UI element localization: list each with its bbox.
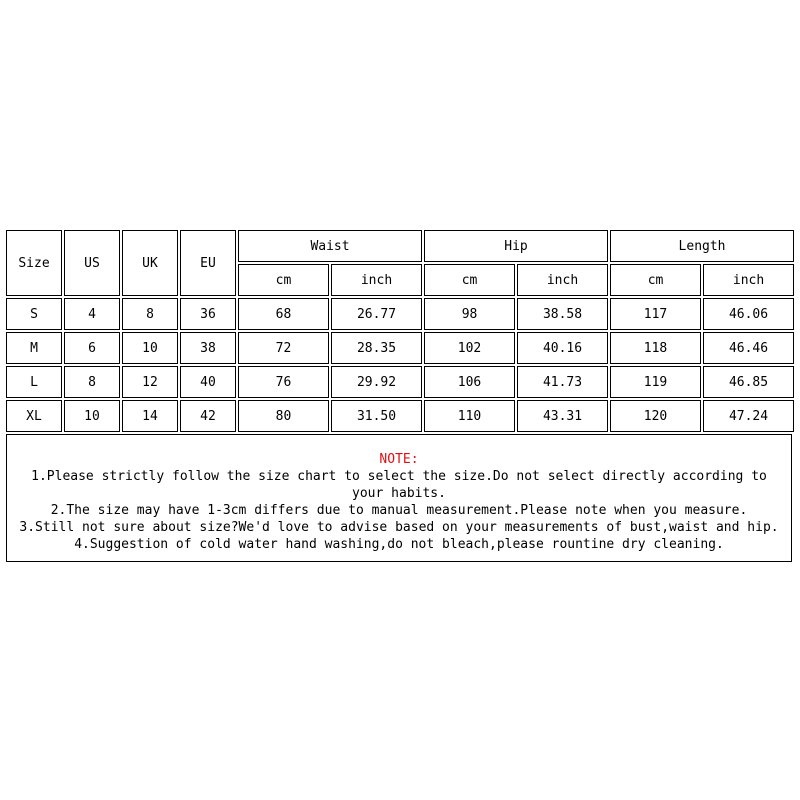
table-row [6,332,794,364]
table-row [6,366,794,398]
table-cell: 40 [180,366,236,398]
header-eu: EU [180,230,236,296]
table-cell: 68 [238,298,329,330]
header-size: Size [6,230,62,296]
size-table [4,228,796,434]
header-hip: Hip [424,230,608,262]
note-title: NOTE: [379,452,419,467]
size-chart [4,228,794,562]
table-cell: 40.16 [517,332,608,364]
header-unit: cm [424,264,515,296]
note-line: 1.Please strictly follow the size chart to select the size.Do not select directly according to your habits. [31,469,767,501]
table-cell: 117 [610,298,701,330]
table-cell: 31.50 [331,400,422,432]
table-cell: 8 [122,298,178,330]
table-cell: 36 [180,298,236,330]
table-cell: 12 [122,366,178,398]
header-us: US [64,230,120,296]
table-cell: 26.77 [331,298,422,330]
table-cell: 38 [180,332,236,364]
table-cell: 80 [238,400,329,432]
table-cell: 46.06 [703,298,794,330]
header-unit: inch [703,264,794,296]
header-unit: cm [610,264,701,296]
table-cell: 29.92 [331,366,422,398]
header-unit: inch [331,264,422,296]
table-cell: 110 [424,400,515,432]
table-cell: 46.46 [703,332,794,364]
table-cell: 120 [610,400,701,432]
header-row-groups [6,230,794,262]
table-cell: 10 [64,400,120,432]
table-cell: 72 [238,332,329,364]
table-cell: 98 [424,298,515,330]
table-cell: 28.35 [331,332,422,364]
header-uk: UK [122,230,178,296]
table-cell: L [6,366,62,398]
table-cell: S [6,298,62,330]
table-cell: 14 [122,400,178,432]
notes-box [6,434,792,562]
header-unit: cm [238,264,329,296]
table-cell: 118 [610,332,701,364]
note-line: 2.The size may have 1-3cm differs due to manual measurement.Please note when you measure. [50,503,748,518]
table-cell: 38.58 [517,298,608,330]
table-cell: 42 [180,400,236,432]
note-line: 4.Suggestion of cold water hand washing,do not bleach,please rountine dry cleaning. [74,537,724,552]
table-cell: 6 [64,332,120,364]
header-unit: inch [517,264,608,296]
table-cell: 8 [64,366,120,398]
table-cell: 119 [610,366,701,398]
table-cell: 76 [238,366,329,398]
table-cell: 102 [424,332,515,364]
table-row [6,400,794,432]
table-cell: 46.85 [703,366,794,398]
table-cell: 47.24 [703,400,794,432]
table-row [6,298,794,330]
table-cell: 10 [122,332,178,364]
table-cell: 106 [424,366,515,398]
table-cell: 43.31 [517,400,608,432]
table-cell: M [6,332,62,364]
note-line: 3.Still not sure about size?We'd love to advise based on your measurements of bust,waist and hip. [19,520,779,535]
header-waist: Waist [238,230,422,262]
table-cell: XL [6,400,62,432]
table-cell: 41.73 [517,366,608,398]
table-cell: 4 [64,298,120,330]
header-length: Length [610,230,794,262]
